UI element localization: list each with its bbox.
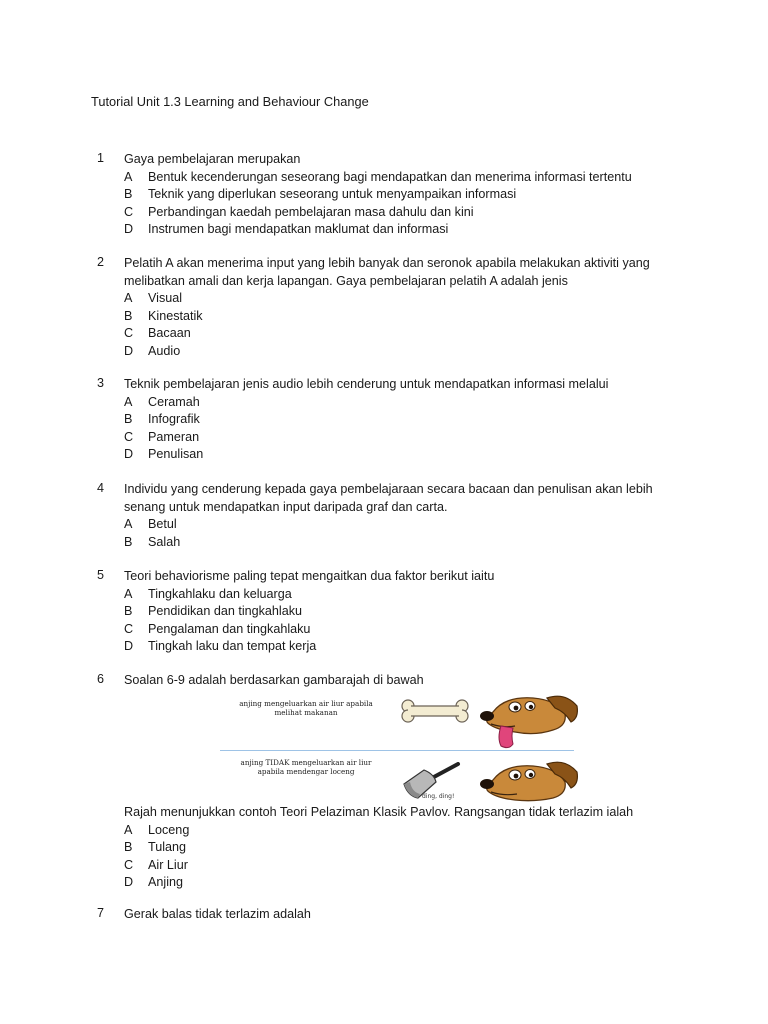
option-text: Infografik <box>148 412 200 426</box>
option-text: Pameran <box>148 429 200 444</box>
option-letter: B <box>124 604 133 618</box>
option-text: Tulang <box>148 840 187 854</box>
option-text: Instrumen bagi mendapatkan maklumat dan informasi <box>148 222 449 236</box>
option-letter: C <box>124 621 134 636</box>
option-letter: D <box>124 343 134 358</box>
question-number: 6 <box>97 672 105 686</box>
option-letter: B <box>124 840 133 854</box>
option-text: Air Liur <box>148 857 188 872</box>
caption-top-line1: anjing mengeluarkan air liur apabila <box>239 699 373 708</box>
bell-icon <box>398 762 462 802</box>
page-title: Tutorial Unit 1.3 Learning and Behaviour Change <box>91 94 369 109</box>
option-text: Perbandingan kaedah pembelajaran masa dahulu dan kini <box>148 204 474 219</box>
option-letter: D <box>124 447 134 461</box>
question-number: 2 <box>97 255 105 269</box>
option-text: Pendidikan dan tingkahlaku <box>148 604 303 618</box>
option-letter: B <box>124 308 133 323</box>
option-text: Loceng <box>148 822 190 837</box>
option-text: Ceramah <box>148 394 200 409</box>
question-number: 5 <box>97 568 105 582</box>
option-letter: C <box>124 857 134 872</box>
option-letter: A <box>124 169 133 184</box>
caption-bottom-line1: anjing TIDAK mengeluarkan air liur <box>240 758 372 767</box>
option-text: Bacaan <box>148 326 191 340</box>
option-letter: A <box>124 291 133 305</box>
bone-icon <box>400 698 470 724</box>
question-stem: Individu yang cenderung kepada gaya pembelajaraan secara bacaan dan penulisan akan lebih senang untuk mendapatkan input daripada graf dan carta. <box>124 482 653 514</box>
question-number: 3 <box>97 376 105 390</box>
option-letter: C <box>124 204 134 219</box>
figure-divider <box>220 750 574 751</box>
option-letter: B <box>124 187 133 201</box>
option-text: Penulisan <box>148 447 204 461</box>
option-letter: B <box>124 412 133 426</box>
bell-sound-label: ding, ding! <box>422 793 455 800</box>
caption-bottom-line2: apabila mendengar loceng <box>257 767 355 776</box>
question-stem: Teori behaviorisme paling tepat mengaitkan dua faktor berikut iaitu <box>124 569 495 583</box>
option-text: Tingkahlaku dan keluarga <box>148 586 292 601</box>
option-letter: D <box>124 639 134 653</box>
question-number: 7 <box>97 906 105 920</box>
option-text: Teknik yang diperlukan seseorang untuk menyampaikan informasi <box>148 187 517 201</box>
option-text: Anjing <box>148 875 184 889</box>
pavlov-figure <box>218 690 578 802</box>
caption-top <box>218 699 394 717</box>
question-stem: Teknik pembelajaran jenis audio lebih cenderung untuk mendapatkan informasi melalui <box>124 377 609 391</box>
question-number: 4 <box>97 481 105 495</box>
question-stem-secondary: Rajah menunjukkan contoh Teori Pelaziman Klasik Pavlov. Rangsangan tidak terlazim ialah <box>124 805 634 819</box>
option-letter: C <box>124 429 134 444</box>
option-letter: A <box>124 586 133 601</box>
question-stem: Gerak balas tidak terlazim adalah <box>124 907 311 921</box>
option-text: Visual <box>148 291 183 305</box>
option-text: Kinestatik <box>148 308 203 323</box>
option-letter: A <box>124 517 133 531</box>
question-stem: Pelatih A akan menerima input yang lebih banyak dan seronok apabila melakukan aktiviti yang melibatkan amali dan kerja lapangan. Gaya pembelajaran pelatih A adalah jenis <box>124 256 650 288</box>
option-letter: A <box>124 394 133 409</box>
question-number: 1 <box>97 151 105 165</box>
caption-top-line2: melihat makanan <box>274 708 338 717</box>
option-letter: D <box>124 222 134 236</box>
caption-bottom <box>218 758 394 776</box>
option-text: Betul <box>148 517 177 531</box>
dog-salivating-icon <box>475 690 581 750</box>
option-letter: D <box>124 875 134 889</box>
option-letter: A <box>124 822 133 837</box>
dog-neutral-icon <box>475 756 581 802</box>
question-stem: Soalan 6-9 adalah berdasarkan gambarajah di bawah <box>124 673 424 687</box>
option-letter: C <box>124 326 134 340</box>
option-text: Audio <box>148 343 181 358</box>
option-text: Pengalaman dan tingkahlaku <box>148 621 311 636</box>
option-letter: B <box>124 534 133 549</box>
option-text: Tingkah laku dan tempat kerja <box>148 639 317 653</box>
question-stem: Gaya pembelajaran merupakan <box>124 152 301 166</box>
option-text: Salah <box>148 534 181 549</box>
option-text: Bentuk kecenderungan seseorang bagi mendapatkan dan menerima informasi tertentu <box>148 169 632 184</box>
